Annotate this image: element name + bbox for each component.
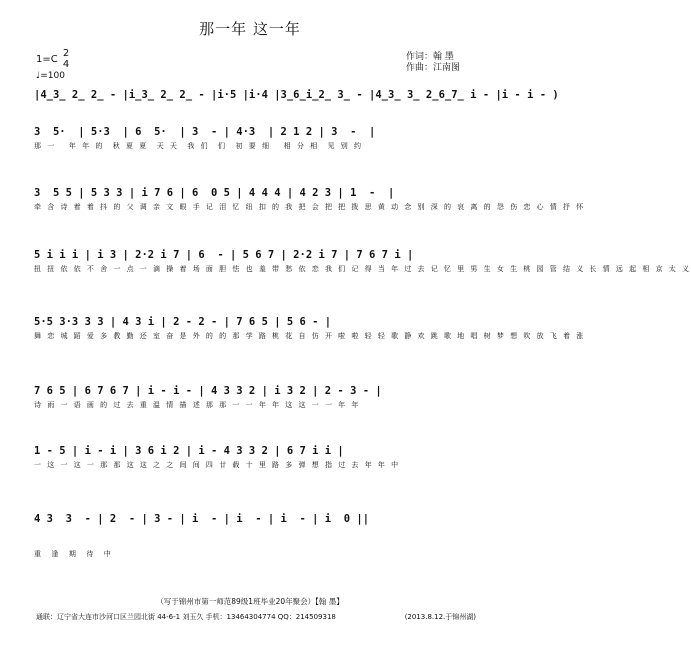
notation-row: 5 i i i | i 3 | 2·2 i 7 | 6 - | 5 6 7 | 2·2 i 7 | 7 6 7 i | — [34, 249, 414, 261]
page-title: 那一年 这一年 — [199, 20, 301, 38]
notation-row-intro: |4̲3̲ 2̲ 2̲ - |i̲3̲ 2̲ 2̲ - |i·5 |i·4 |3̲6̲i̲2̲ 3̲ - |4̲3̲ 3̲ 2̲6̲7̲ i - |i - i - ) — [34, 89, 559, 101]
notation-row: 4 3 3 - | 2 - | 3 - | i - | i - | i - | i 0 || — [34, 513, 370, 525]
key-signature — [36, 48, 69, 70]
time-signature-top: 2 — [62, 48, 70, 59]
lyrics-row: 诗 雨 一 语 画 的 过 去 重 温 情 描 述 那 那 一 一 年 年 这 这 一 一 年 年 — [34, 401, 361, 409]
footer-date: (2013.8.12.于锦州湖) — [404, 613, 476, 621]
lyrics-row: 那 一 年 年 的 秋 夏 夏 天 天 我 们 们 初 要 细 相 分 相 见 别 约 — [34, 142, 363, 150]
time-signature — [63, 48, 69, 70]
lyrics-row: 舞 恋 城 蹈 爱 多 教 勤 还 室 奋 是 外 的 的 那 学 路 桃 花 自 仿 开 啦 啦 轻 轻 歌 静 欢 跳 歌 地 唱 树 梦 想 吹 放 飞 着 涨 — [34, 332, 586, 340]
footer-contact — [36, 612, 476, 622]
contact-text: 通联：辽宁省大连市沙河口区兰园北街 44-6-1 刘玉久 手机：13464304774 QQ：214509318 — [36, 613, 336, 621]
key-label: 1=C — [36, 54, 58, 65]
lyrics-row: 一 这 一 这 一 那 那 这 这 之 之 间 间 四 廿 载 十 里 路 多 弹 想 指 过 去 年 年 中 — [34, 461, 401, 469]
footer-note: （写于锦州市第一师范89级1班毕业20年聚会）【翰 墨】 — [156, 597, 344, 606]
lyrics-row: 牵 含 诗 着 着 抖 的 父 调 亲 文 眼 手 记 泪 忆 纽 扣 的 我 把 会 把 把 拨 思 黄 动 念 别 深 的 哀 离 的 怨 伤 恋 心 情 抒 怀 — [34, 203, 586, 211]
notation-row: 7 6 5 | 6 7 6 7 | i - i - | 4 3 3 2 | i 3 2 | 2 - 3 - | — [34, 385, 382, 397]
lyrics-row: 重 逢 期 待 中 — [34, 550, 113, 558]
lyricist-credit: 作词：翰 墨 — [405, 52, 454, 62]
lyrics-row: 扭 扭 依 依 不 舍 一 点 一 滴 操 着 场 面 胆 怯 也 羞 带 愁 依 恋 我 们 记 得 当 年 过 去 记 忆 里 男 生 女 生 桃 园 管 结 义 长 情 远 起 相 京 太 义 — [34, 265, 691, 273]
notation-row: 1 - 5 | i - i | 3 6 i 2 | i - 4 3 3 2 | 6 7 i i | — [34, 445, 344, 457]
time-signature-bottom: 4 — [62, 59, 70, 70]
notation-row: 3 5· | 5·3 | 6 5· | 3 - | 4·3 | 2 1 2 | 3 - | — [34, 126, 376, 138]
tempo-marking: ♩=100 — [36, 71, 65, 81]
composer-credit: 作曲：江南图 — [405, 63, 460, 73]
notation-row: 3 5 5 | 5 3 3 | i 7 6 | 6 0 5 | 4 4 4 | 4 2 3 | 1 - | — [34, 187, 395, 199]
notation-row: 5·5 3·3 3 3 | 4 3 i | 2 - 2 - | 7 6 5 | 5 6 - | — [34, 316, 332, 328]
credits — [406, 52, 460, 74]
